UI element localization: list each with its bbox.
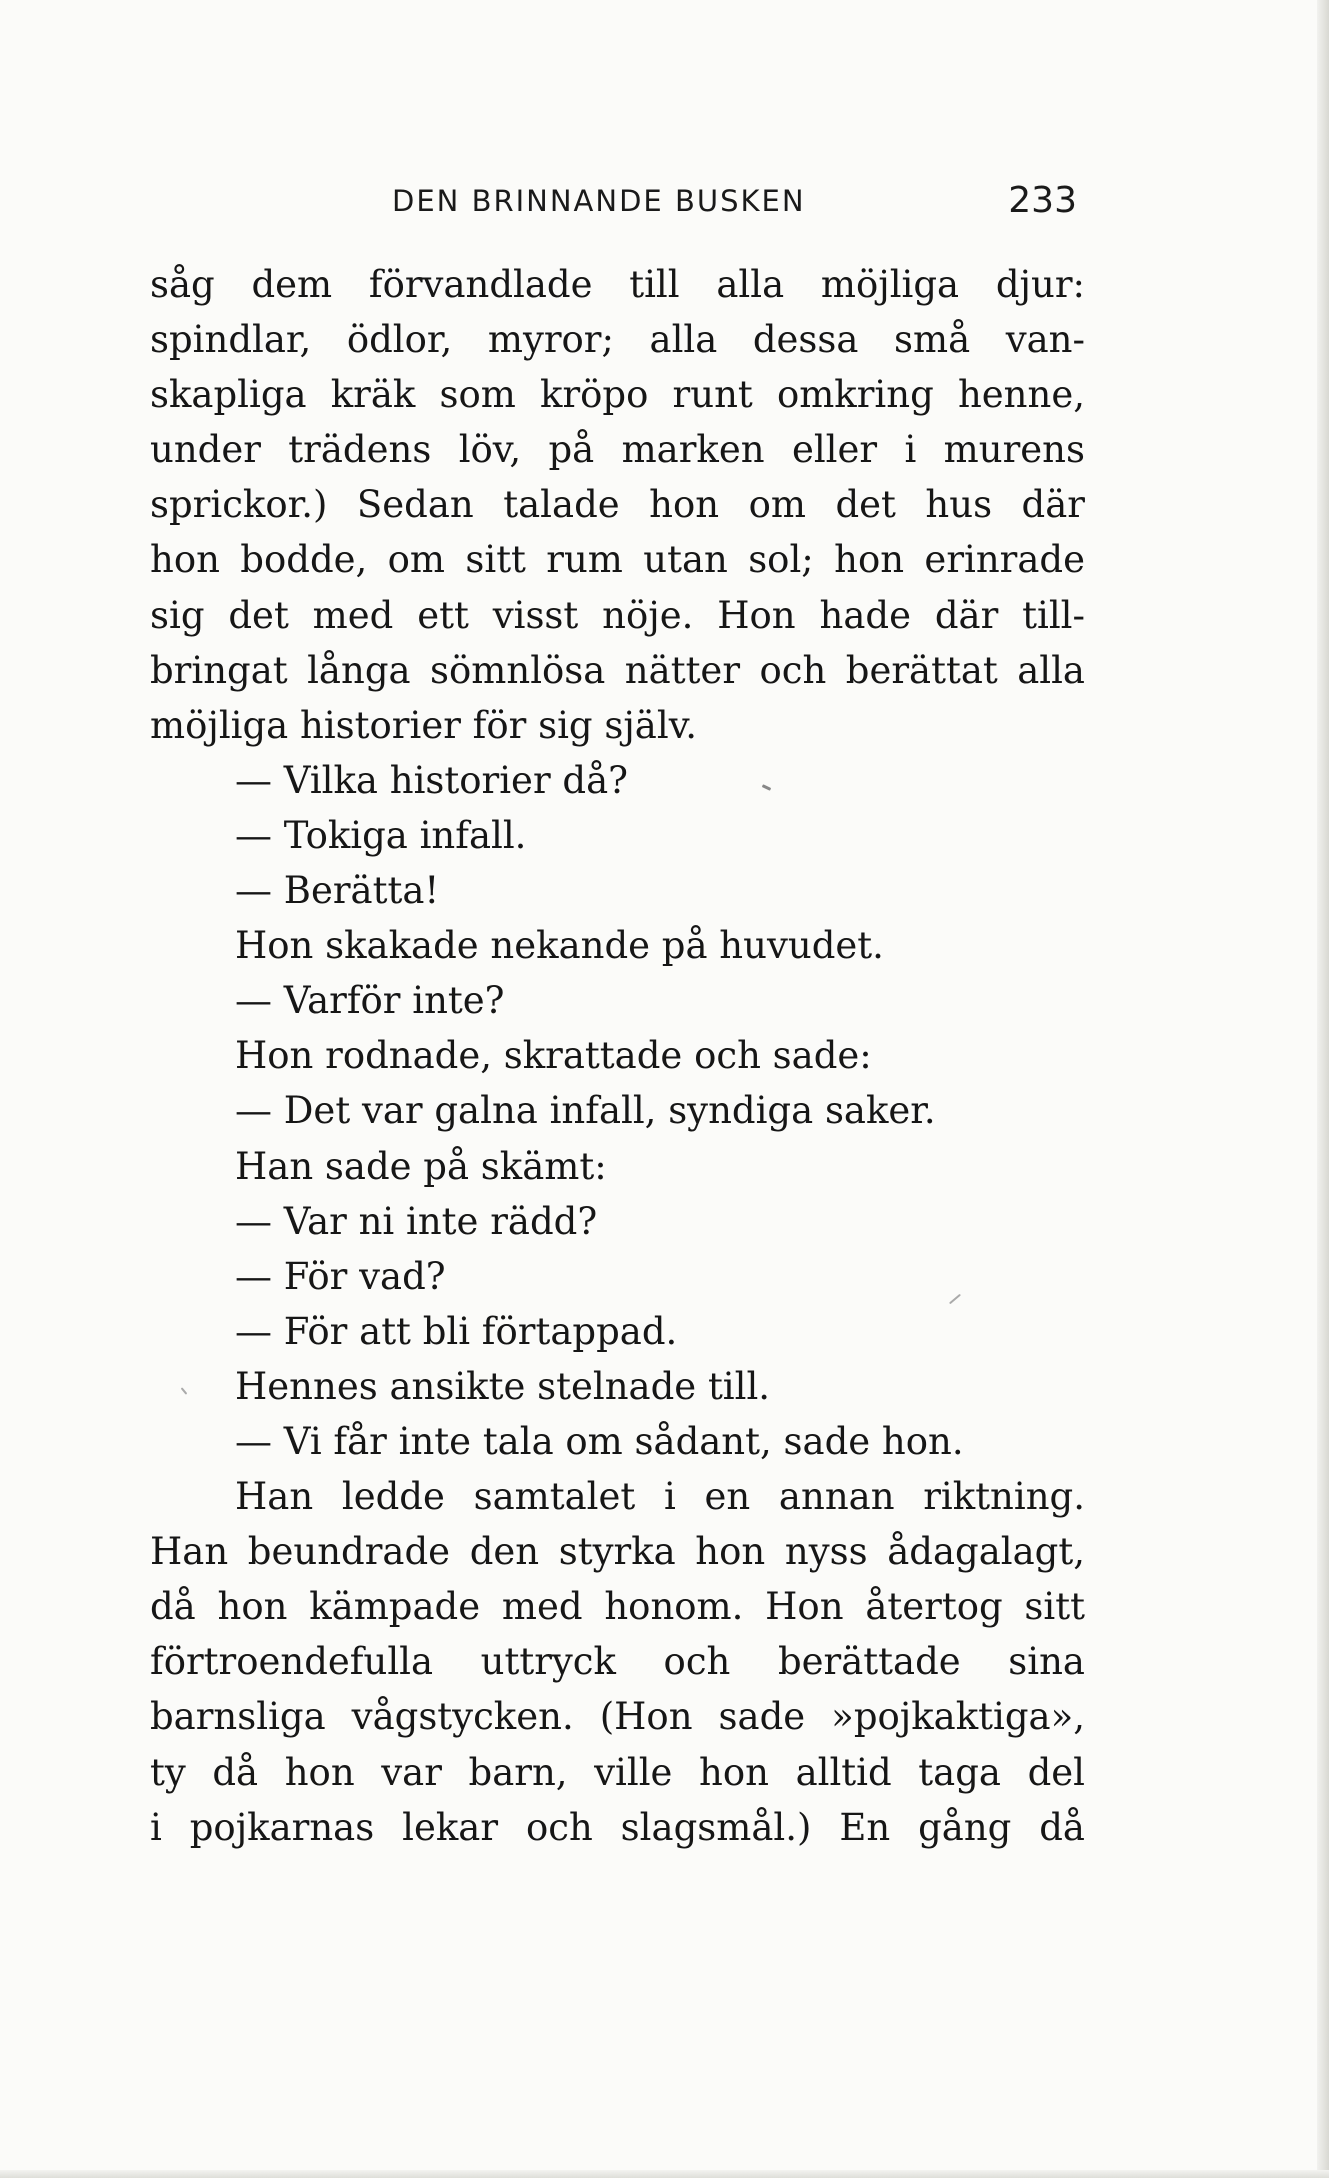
text-line: spindlar, ödlor, myror; alla dessa små van-: [150, 318, 1085, 362]
paragraph-line: Hon rodnade, skrattade och sade:: [235, 1034, 872, 1078]
dialogue-line: — För vad?: [235, 1254, 446, 1298]
dialogue-line: — För att bli förtappad.: [235, 1309, 678, 1353]
dialogue-line: — Vi får inte tala om sådant, sade hon.: [235, 1419, 964, 1463]
text-line: såg dem förvandlade till alla möjliga djur:: [150, 263, 1085, 306]
page-header: [150, 180, 1085, 224]
text-line: då hon kämpade med honom. Hon återtog sitt: [150, 1585, 1085, 1629]
running-head: DEN BRINNANDE BUSKEN: [392, 184, 806, 218]
text-line: skapliga kräk som kröpo runt omkring henne,: [150, 373, 1085, 417]
page-edge-right: [1317, 0, 1329, 2178]
dialogue-line: — Vilka historier då?: [235, 758, 628, 802]
dialogue-line: — Berätta!: [235, 869, 440, 913]
text-line: Han beundrade den styrka hon nyss ådagalagt,: [150, 1530, 1085, 1574]
text-line: i pojkarnas lekar och slagsmål.) En gång då: [150, 1805, 1085, 1849]
paragraph-line: Hon skakade nekande på huvudet.: [235, 924, 884, 968]
text-line: barnsliga vågstycken. (Hon sade »pojkaktiga»,: [150, 1695, 1085, 1739]
paragraph-line: Hennes ansikte stelnade till.: [235, 1364, 771, 1408]
text-line: bringat långa sömnlösa nätter och berättat alla: [150, 648, 1085, 692]
dialogue-line: — Varför inte?: [235, 979, 505, 1023]
text-line: sig det med ett visst nöje. Hon hade där till-: [150, 593, 1085, 637]
dialogue-line: — Det var galna infall, syndiga saker.: [235, 1089, 936, 1133]
dialogue-line: — Tokiga infall.: [235, 813, 527, 857]
text-line: hon bodde, om sitt rum utan sol; hon erinrade: [150, 538, 1085, 582]
text-line: möjliga historier för sig själv.: [150, 703, 697, 747]
paragraph-line: Han ledde samtalet i en annan riktning.: [235, 1475, 1085, 1519]
page-edge-bottom: [0, 2170, 1329, 2178]
paragraph-line: Han sade på skämt:: [235, 1144, 607, 1188]
page-number: 233: [1008, 180, 1077, 221]
text-line: under trädens löv, på marken eller i murens: [150, 428, 1085, 472]
text-line: förtroendefulla uttryck och berättade sina: [150, 1640, 1085, 1684]
dialogue-line: — Var ni inte rädd?: [235, 1199, 598, 1243]
body-text: [150, 257, 1085, 1855]
text-line: ty då hon var barn, ville hon alltid taga del: [150, 1750, 1085, 1794]
text-line: sprickor.) Sedan talade hon om det hus där: [150, 483, 1085, 527]
